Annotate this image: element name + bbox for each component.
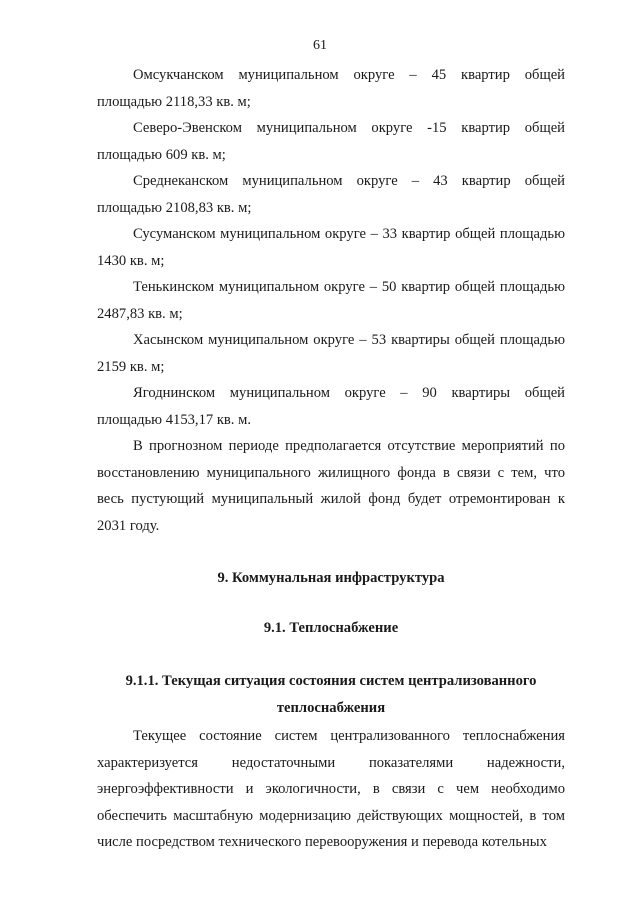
paragraph-omsukchan: Омсукчанском муниципальном округе – 45 квартир общей площадью 2118,33 кв. м; <box>97 67 565 110</box>
section-heading: 9. Коммунальная инфраструктура <box>217 570 445 586</box>
subsubsection-heading: 9.1.1. Текущая ситуация состояния систем централизованного теплоснабжения <box>125 673 537 716</box>
paragraph-forecast: В прогнозном периоде предполагается отсутствие мероприятий по восстановлению муниципального жилищного фонда в связи с тем, что весь пустующий муниципальный жилой фонд будет отремонтирован к 2031 году. <box>97 438 565 534</box>
paragraph-severo-evensk: Северо-Эвенском муниципальном округе -15 квартир общей площадью 609 кв. м; <box>97 120 565 163</box>
paragraph-srednekan: Среднеканском муниципальном округе – 43 квартир общей площадью 2108,83 кв. м; <box>97 173 565 216</box>
paragraph-susuman: Сусуманском муниципальном округе – 33 квартир общей площадью 1430 кв. м; <box>97 226 565 269</box>
paragraph-heating-state: Текущее состояние систем централизованного теплоснабжения характеризуется недостаточными показателями надежности, энергоэффективности и экологичности, в связи с чем необходимо обеспечить масштабную модернизацию действующих мощностей, в том числе посредством технического перевооружения и перевода котельных <box>97 728 565 850</box>
page-number: 61 <box>313 38 327 53</box>
document-body <box>97 62 565 856</box>
subsection-heading: 9.1. Теплоснабжение <box>263 619 399 636</box>
paragraph-khasyn: Хасынском муниципальном округе – 53 квартиры общей площадью 2159 кв. м; <box>97 332 565 375</box>
paragraph-tenkinsk: Тенькинском муниципальном округе – 50 квартир общей площадью 2487,83 кв. м; <box>97 279 565 322</box>
paragraph-yagodnoye: Ягоднинском муниципальном округе – 90 квартиры общей площадью 4153,17 кв. м. <box>97 385 565 428</box>
